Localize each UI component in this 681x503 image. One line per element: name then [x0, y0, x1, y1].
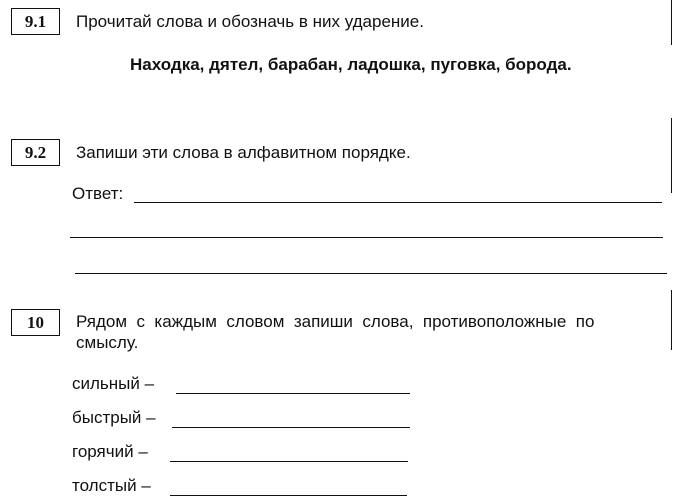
answer-line[interactable]: [70, 237, 663, 238]
margin-bar-3: [671, 290, 672, 350]
task-instruction: Запиши эти слова в алфавитном порядке.: [76, 143, 411, 162]
margin-bar-2: [671, 118, 672, 193]
opposite-word-line[interactable]: [170, 461, 408, 462]
task-number-badge: 10: [11, 309, 60, 336]
opposite-word-prompt: сильный –: [72, 374, 155, 393]
word-list: Находка, дятел, барабан, ладошка, пуговка, борода.: [130, 55, 572, 74]
task-number-badge: 9.1: [11, 8, 60, 35]
opposite-word-prompt: быстрый –: [72, 408, 156, 427]
task-number-badge: 9.2: [11, 139, 60, 166]
task-instruction: [76, 311, 668, 353]
opposite-word-line[interactable]: [176, 393, 410, 394]
answer-line[interactable]: [75, 273, 667, 274]
opposite-word-prompt: толстый –: [72, 476, 151, 495]
instruction-line-2: смыслу.: [76, 333, 139, 352]
margin-bar-1: [671, 0, 672, 45]
instruction-line-1: Рядом с каждым словом запиши слова, противоположные по: [76, 312, 595, 331]
answer-label: Ответ:: [72, 184, 124, 203]
opposite-word-line[interactable]: [170, 495, 407, 496]
task-instruction: Прочитай слова и обозначь в них ударение.: [76, 12, 424, 31]
opposite-word-prompt: горячий –: [72, 442, 148, 461]
opposite-word-line[interactable]: [172, 427, 410, 428]
answer-line[interactable]: [134, 202, 662, 203]
